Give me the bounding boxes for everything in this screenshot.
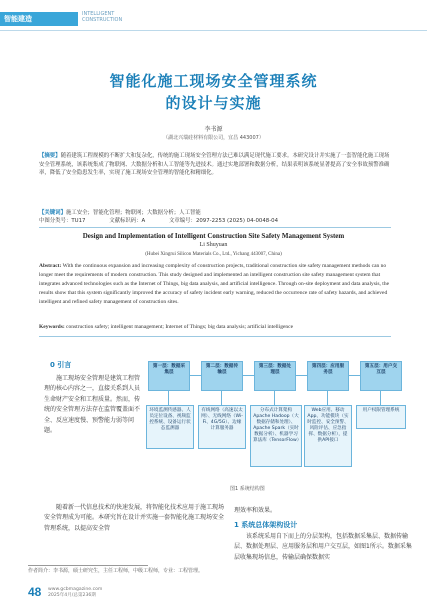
journal-brand: 智能建造 — [0, 12, 78, 26]
layer-3-detail: 分布式计算架构 Apache Hadoop（大数据存储和处理）、Apache Spark（实时数据分析）、机器学习算法库（TensorFlow） — [250, 405, 302, 467]
footnote-rule — [28, 565, 148, 566]
english-affiliation: (Hubei Xingrui Silicon Materials Co., Ltd., Yichang 443007, China) — [145, 252, 282, 257]
english-abstract — [39, 262, 391, 307]
affiliation: （湖北兴瑞硅材料有限公司，宜昌 443007） — [163, 135, 264, 141]
abstract-label: 【摘要】 — [39, 153, 61, 159]
layer-2-title: 第二层：数据传输层 — [201, 361, 243, 391]
paper-title-line1: 智能化施工现场安全管理系统 — [109, 72, 318, 90]
english-abstract-text: With the continuous expansion and increasing complexity of construction projects, traditional construction site safety management methods can no longer meet the requirements of modern construction. This study designed and implemented an intelligent construction site safety management system that integrates advanced technologies such as the Internet of Things, big data analysis, and artificial intelligence. Through on-site deployment and data analysis, the results show that this system significantly improved the accuracy of safety incident early warning, reduced the occurrence rate of safety hazards, and achieved intelligent and refined safety management of construction sites. — [39, 263, 390, 305]
section-0-p1: 施工现场安全管理是建筑工程管理的核心内容之一，直接关系到人员生命财产安全和工程质量。然而，传统的安全管理方法存在监管覆盖面不全、反应速度慢、预警能力弱等问题。 — [44, 375, 141, 435]
connector — [221, 391, 222, 405]
doc-code-value: A — [141, 218, 146, 224]
figure-caption: 图1 系统结构图 — [230, 486, 265, 492]
connector — [168, 391, 169, 405]
connector — [190, 375, 201, 376]
header-rule — [0, 30, 427, 31]
article-no-label: 文章编号： — [168, 218, 196, 224]
layer-1-title: 第一层：数据采集层 — [148, 361, 190, 391]
layer-5-title: 第五层：用户交互层 — [360, 361, 402, 391]
connector — [380, 391, 381, 405]
right-col-end: 理效率和效果。 — [234, 507, 277, 514]
keywords-label: 【关键词】 — [39, 210, 66, 216]
layer-4-detail: Web应用、移动App、功能模块（实时监控、安全预警、风险评估、应急指挥、数据分析），提供API接口 — [304, 405, 352, 467]
english-title: Design and Implementation of Intelligent Construction Site Safety Management System — [82, 232, 345, 240]
abstract-text: 随着建筑工程规模的不断扩大和复杂化，传统的施工现场安全管理方法已难以满足现代施工要求。本研究设计并实施了一套智能化施工现场安全管理系统，该系统集成了物联网、大数据分析和人工智能等先进技术。通过实地部署和数据分析，结果表明该系统显著提高了安全事故预警准确率，降低了安全隐患发生率，实现了施工现场安全管理的智能化和精细化。 — [39, 153, 390, 177]
layer-5-detail: 用户权限管理系统 — [356, 405, 406, 429]
english-keywords — [39, 323, 391, 331]
clc-value: TU17 — [71, 218, 86, 224]
abstract-cn — [39, 152, 391, 178]
layer-4-title: 第四层：应用服务层 — [307, 361, 349, 391]
connector — [243, 375, 254, 376]
layer-2-detail: 有线网络（高速以太网）、无线网络（Wi-Fi、4G/5G）、边缘计算服务器 — [198, 405, 246, 449]
journal-url: www.gcbmagazine.com — [48, 587, 103, 592]
connector — [274, 391, 275, 405]
page-number: 48 — [28, 585, 42, 599]
brand-en-line2: CONSTRUCTION — [82, 17, 123, 23]
author: 李书源 — [204, 126, 223, 133]
connector — [327, 391, 328, 405]
journal-brand-en — [82, 11, 122, 23]
keywords-text: 施工安全；智能化管理；物联网；大数据分析；人工智能 — [65, 210, 201, 216]
english-author: Li Shuyuan — [199, 242, 228, 248]
brand-en-line1: INTELLIGENT — [82, 11, 115, 17]
layer-3-title: 第三层：数据处理层 — [254, 361, 296, 391]
connector — [296, 375, 307, 376]
keywords-cn — [39, 209, 201, 217]
clc-label: 中图分类号： — [39, 218, 72, 224]
doc-code-label: 文献标识码： — [109, 218, 142, 224]
article-no-value: 2097-2253 (2025) 04-0048-04 — [195, 218, 278, 224]
footer-info — [48, 587, 102, 599]
english-keywords-text: construction safety; intelligent management; Internet of Things; big data analysis; artificial intelligence — [66, 324, 294, 330]
journal-issue: 2025年4月/总第236期 — [48, 593, 96, 598]
english-keywords-label: Keywords: — [39, 324, 65, 330]
author-note: 作者简介：李书源，硕士研究生，主任工程师，中级工程师，专业：工程管理。 — [28, 568, 204, 574]
section-1-p1: 该系统采用自下而上的分层架构，包括数据采集层、数据传输层、数据处理层、应用服务层和用户交互层，如图1所示。数据采集层收集现场信息，传输层确保数据实 — [234, 533, 412, 561]
system-architecture-diagram — [146, 357, 414, 503]
section-0-p2: 随着新一代信息技术的快速发展，将智能化技术应用于施工现场安全管理成为可能。本研究旨在设计并实施一套智能化施工现场安全管理系统，以提高安全管 — [44, 504, 225, 532]
layer-1-detail: 环境监测传感器、人员定位设备、视频监控系统、设备运行状态监测器 — [146, 405, 194, 449]
section-1-heading: 1 系统总体架构设计 — [234, 521, 298, 529]
classification-line — [39, 217, 391, 225]
divider — [39, 227, 391, 228]
section-0-heading: 0 引言 — [50, 361, 72, 369]
english-abstract-label: Abstract: — [39, 263, 62, 269]
connector — [349, 375, 360, 376]
paper-title-line2: 的设计与实施 — [165, 94, 262, 112]
divider-2 — [39, 336, 391, 337]
